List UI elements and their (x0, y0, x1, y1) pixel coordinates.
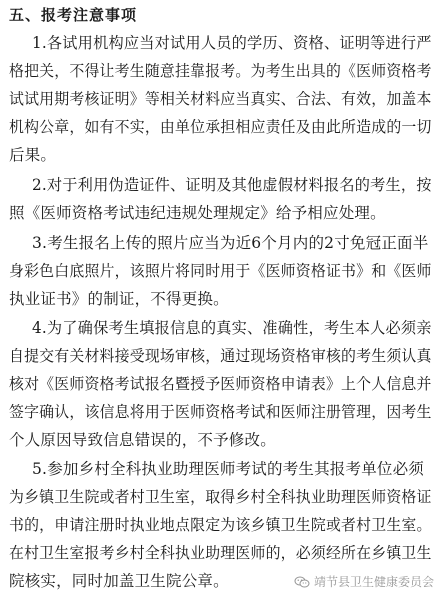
p5-line-5: 院核实，同时加盖卫生院公章。 (9, 572, 229, 590)
watermark-text: 靖节县卫生健康委员会 (313, 575, 434, 589)
p1-line-4: 机构公章，如有不实，由单位承担相应责任及由此所造成的一切 (9, 118, 432, 136)
p4-line-1: 4.为了确保考生填报信息的真实、准确性，考生本人必须亲 (32, 319, 432, 337)
p4-line-2: 自提交有关材料接受现场审核，通过现场资格审核的考生须认真 (9, 347, 432, 365)
p3-line-2: 身彩色白底照片，该照片将同时用于《医师资格证书》和《医师 (9, 262, 432, 280)
p1-line-5: 后果。 (9, 146, 57, 164)
p3-line-1: 3.考生报名上传的照片应当为近6个月内的2寸免冠正面半 (32, 234, 429, 252)
p4-line-5: 个人原因导致信息错误的，不予修改。 (9, 431, 276, 449)
p5-line-3: 书的，申请注册时执业地点限定为该乡镇卫生院或者村卫生室。 (9, 516, 432, 534)
section-title: 五、报考注意事项 (9, 6, 138, 24)
p4-line-4: 签字确认，该信息将用于医师资格考试和医师注册管理，因考生 (9, 403, 432, 421)
p5-line-2: 为乡镇卫生院或者村卫生室，取得乡村全科执业助理医师资格证 (9, 488, 432, 506)
p1-line-2: 格把关，不得让考生随意挂靠报考。为考生出具的《医师资格考 (9, 62, 432, 80)
p5-line-1: 5.参加乡村全科执业助理医师考试的考生其报考单位必须 (32, 460, 424, 478)
p1-line-3: 试试用期考核证明》等相关材料应当真实、合法、有效，加盖本 (9, 90, 432, 108)
source-watermark (294, 573, 434, 590)
p2-line-1: 2.对于利用伪造证件、证明及其他虚假材料报名的考生，按 (32, 176, 432, 194)
p4-line-3: 核对《医师资格考试报名暨授予医师资格申请表》上个人信息并 (9, 375, 432, 393)
p5-line-4: 在村卫生室报考乡村全科执业助理医师的，必须经所在乡镇卫生 (9, 544, 432, 562)
wechat-icon (294, 576, 310, 588)
p2-line-2: 照《医师资格考试违纪违规处理规定》给予相应处理。 (9, 204, 386, 222)
p1-line-1: 1.各试用机构应当对试用人员的学历、资格、证明等进行严 (32, 34, 432, 52)
p3-line-3: 执业证书》的制证，不得更换。 (9, 290, 229, 308)
